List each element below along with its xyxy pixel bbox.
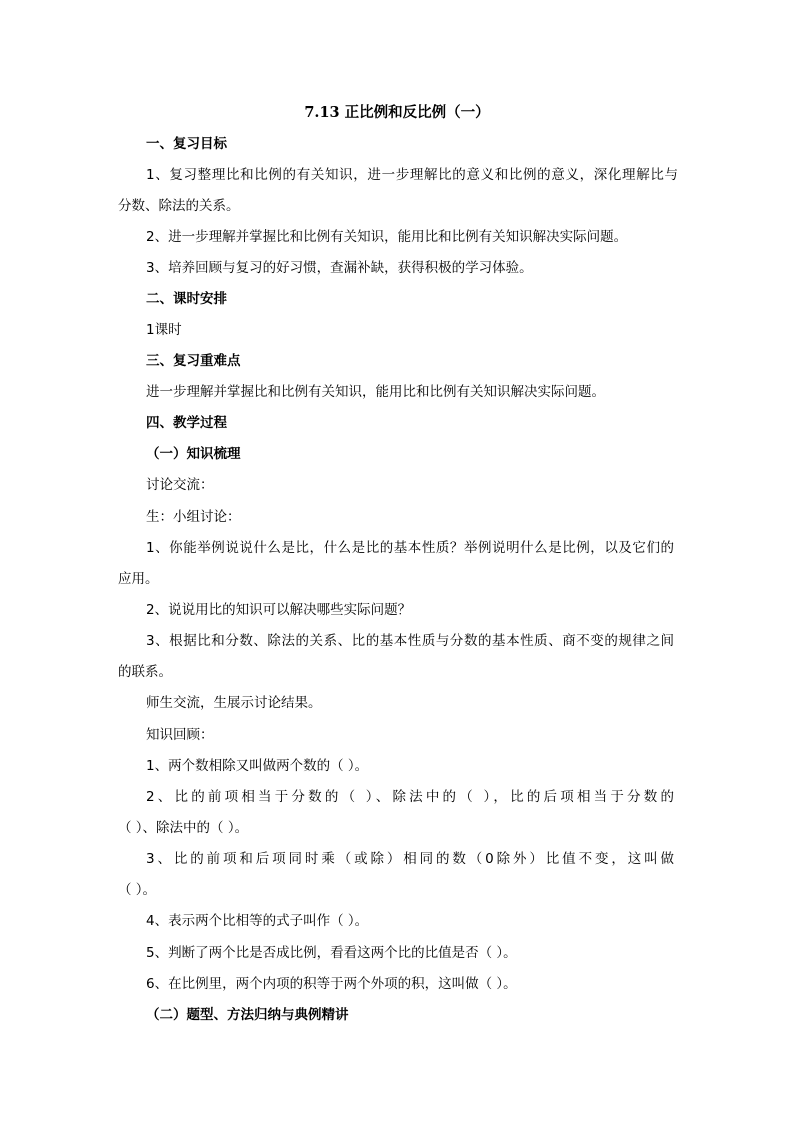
subsection-heading-knowledge: （一）知识梳理 — [146, 446, 241, 462]
question-3-line-1: 3、根据比和分数、除法的关系、比的基本性质与分数的基本性质、商不变的规律之间 — [146, 633, 674, 649]
discussion-label: 讨论交流： — [146, 477, 214, 493]
document-title: 7.13 正比例和反比例（一） — [304, 104, 490, 121]
review-item-1: 1、两个数相除又叫做两个数的（ ）。 — [146, 758, 369, 774]
key-points-text: 进一步理解并掌握比和比例有关知识，能用比和比例有关知识解决实际问题。 — [146, 384, 605, 400]
review-label: 知识回顾： — [146, 727, 214, 743]
question-1-line-2: 应用。 — [118, 571, 159, 587]
class-hours: 1课时 — [146, 322, 182, 338]
question-2: 2、说说用比的知识可以解决哪些实际问题？ — [146, 602, 412, 618]
goal-3: 3、培养回顾与复习的好习惯，查漏补缺，获得积极的学习体验。 — [146, 260, 533, 276]
review-item-5: 5、判断了两个比是否成比例，看看这两个比的比值是否（ ）。 — [146, 945, 517, 961]
student-group-label: 生：小组讨论： — [146, 509, 241, 525]
section-heading-schedule: 二、课时安排 — [146, 291, 227, 307]
review-item-4: 4、表示两个比相等的式子叫作（ ）。 — [146, 913, 369, 929]
review-item-3-line-2: （ ）。 — [118, 882, 157, 898]
goal-1-line-1: 1、复习整理比和比例的有关知识，进一步理解比的意义和比例的意义，深化理解比与 — [146, 167, 678, 183]
section-heading-process: 四、教学过程 — [146, 415, 227, 431]
section-heading-key-points: 三、复习重难点 — [146, 353, 241, 369]
review-item-6: 6、在比例里，两个内项的积等于两个外项的积，这叫做（ ）。 — [146, 976, 517, 992]
question-3-line-2: 的联系。 — [118, 664, 172, 680]
review-item-3-line-1: 3、比的前项和后项同时乘（或除）相同的数（0除外）比值不变，这叫做 — [146, 851, 674, 867]
subsection-heading-methods: （二）题型、方法归纳与典例精讲 — [146, 1007, 349, 1023]
section-heading-goals: 一、复习目标 — [146, 136, 227, 152]
review-item-2-line-1: 2、比的前项相当于分数的（ ）、除法中的（ ），比的后项相当于分数的 — [146, 789, 674, 805]
question-1-line-1: 1、你能举例说说什么是比，什么是比的基本性质？举例说明什么是比例，以及它们的 — [146, 540, 674, 556]
review-item-2-line-2: （ ）、除法中的（ ）。 — [118, 820, 249, 836]
goal-1-line-2: 分数、除法的关系。 — [118, 198, 240, 214]
exchange-text: 师生交流，生展示讨论结果。 — [146, 695, 322, 711]
goal-2: 2、进一步理解并掌握比和比例有关知识，能用比和比例有关知识解决实际问题。 — [146, 229, 628, 245]
